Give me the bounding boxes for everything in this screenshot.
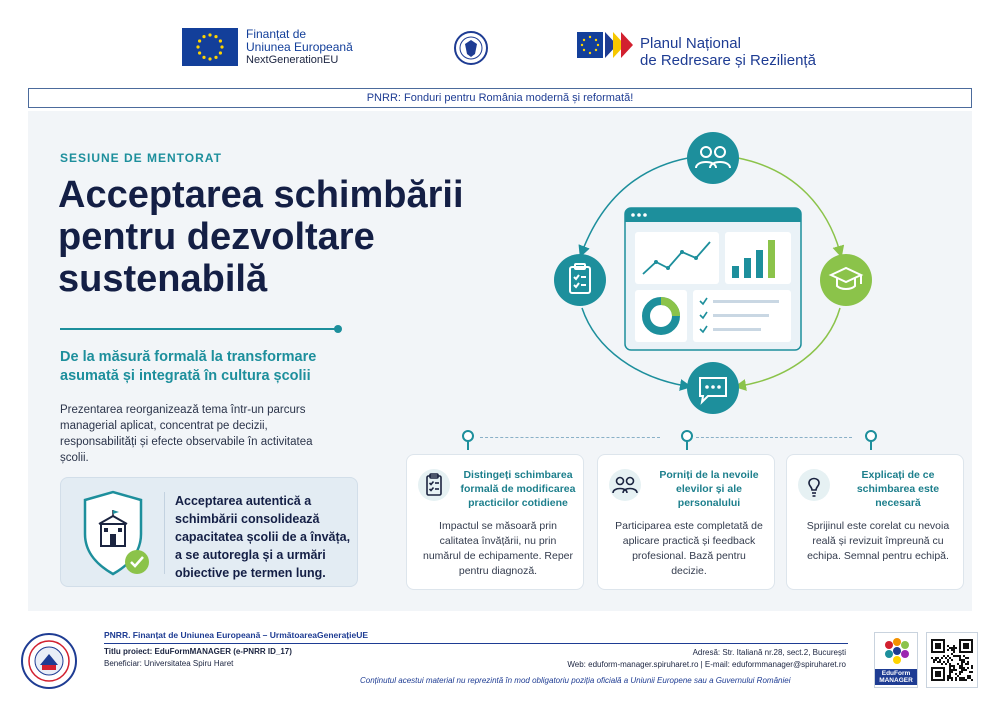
step-pin-3-icon <box>864 429 878 451</box>
step-card-2 <box>597 454 775 590</box>
eduform-logo-icon <box>875 633 919 673</box>
footer-project <box>104 647 292 656</box>
step-pin-2-icon <box>680 429 694 451</box>
timeline-dash-2 <box>696 437 852 438</box>
footer-disclaimer: Conținutul acestui material nu reprezintă în mod obligatoriu poziția oficială a Uniunii Europene sau a Guvernului României <box>360 676 791 685</box>
people-icon <box>608 468 642 502</box>
step-card-3 <box>786 454 964 590</box>
romanian-government-seal-icon <box>453 30 489 66</box>
checklist-node <box>554 254 606 306</box>
eduform-logo-caption <box>875 669 917 685</box>
footer-divider <box>104 643 848 644</box>
footer-heading: PNRR. Finanțat de Uniunea Europeană – UrmătoareaGenerațieUE <box>104 630 369 640</box>
pnrr-title <box>640 35 816 69</box>
eu-funding-text <box>246 28 353 67</box>
step-card-1 <box>406 454 584 590</box>
eu-line1: Finanțat de <box>246 27 307 41</box>
pnrr-line1: Planul Național <box>640 35 741 52</box>
title-divider-dot <box>334 325 342 333</box>
university-seal-icon <box>20 632 78 690</box>
page-description: Prezentarea reorganizează tema într-un parcurs managerial aplicat, concentrat pe decizii, responsabilități și efecte observabile în activitatea școlii. <box>60 404 313 464</box>
eu-line2: Uniunea Europeană <box>246 40 353 54</box>
step-card-body: Participarea este completată de aplicare practică și feedback profesional. Bază pentru decizie. <box>615 520 763 577</box>
lightbulb-icon <box>797 468 831 502</box>
dashboard-illustration <box>625 208 801 350</box>
eduform-logo-line2: MANAGER <box>879 677 913 684</box>
footer-project-value: EduFormMANAGER (e-PNRR ID_17) <box>154 647 292 656</box>
eu-line3: NextGenerationEU <box>246 54 339 66</box>
step-card-body: Impactul se măsoară prin calitatea învățării, nu prin numărul de echipamente. Reper pentru diagnoză. <box>423 520 574 577</box>
school-shield-icon <box>77 490 157 578</box>
step-pin-1-icon <box>461 429 475 451</box>
timeline-dash-1 <box>480 437 660 438</box>
pnrr-line2: de Redresare și Reziliență <box>640 52 816 69</box>
callout-divider <box>164 492 165 574</box>
step-card-title: Porniți de la nevoile elevilor și ale personalului <box>659 469 759 509</box>
footer-beneficiary: Beneficiar: Universitatea Spiru Haret <box>104 659 234 668</box>
footer-address: Adresă: Str. Italiană nr.28, sect.2, București <box>692 648 846 657</box>
step-card-body: Sprijinul este corelat cu nevoia reală și revizuit împreună cu echipa. Semnal pentru echipă. <box>806 520 950 562</box>
education-node <box>820 254 872 306</box>
logo-band <box>0 0 1000 86</box>
step-card-title: Distingeți schimbarea formală de modificarea practicilor cotidiene <box>460 469 576 509</box>
pnrr-logo-icon <box>577 30 635 62</box>
session-kicker: SESIUNE DE MENTORAT <box>60 151 222 165</box>
qr-code-icon <box>926 632 978 688</box>
callout-box <box>60 477 358 587</box>
footer-project-label: Titlu proiect: <box>104 647 153 656</box>
eduform-logo-line1: EduForm <box>881 670 911 677</box>
eu-flag-icon <box>182 28 238 66</box>
step-card-title: Explicați de ce schimbarea este necesară <box>856 469 940 509</box>
cycle-diagram <box>548 130 948 430</box>
eduform-manager-logo <box>874 632 918 688</box>
page-title: Acceptarea schimbării pentru dezvoltare sustenabilă <box>58 174 464 300</box>
footer <box>0 618 1000 707</box>
slogan-bar: PNRR: Fonduri pentru România modernă și reformată! <box>28 88 972 108</box>
team-node <box>687 132 739 184</box>
callout-text: Acceptarea autentică a schimbării consolidează capacitatea școlii de a învăța, a se autoregla și a urmări obiective pe termen lung. <box>175 494 351 580</box>
title-divider <box>60 328 338 330</box>
feedback-node <box>687 362 739 414</box>
page-subtitle: De la măsură formală la transformare asumată și integrată în cultura școlii <box>60 349 317 384</box>
checklist-icon <box>417 468 451 502</box>
footer-web-email: Web: eduform-manager.spiruharet.ro | E-mail: eduformmanager@spiruharet.ro <box>567 660 846 669</box>
